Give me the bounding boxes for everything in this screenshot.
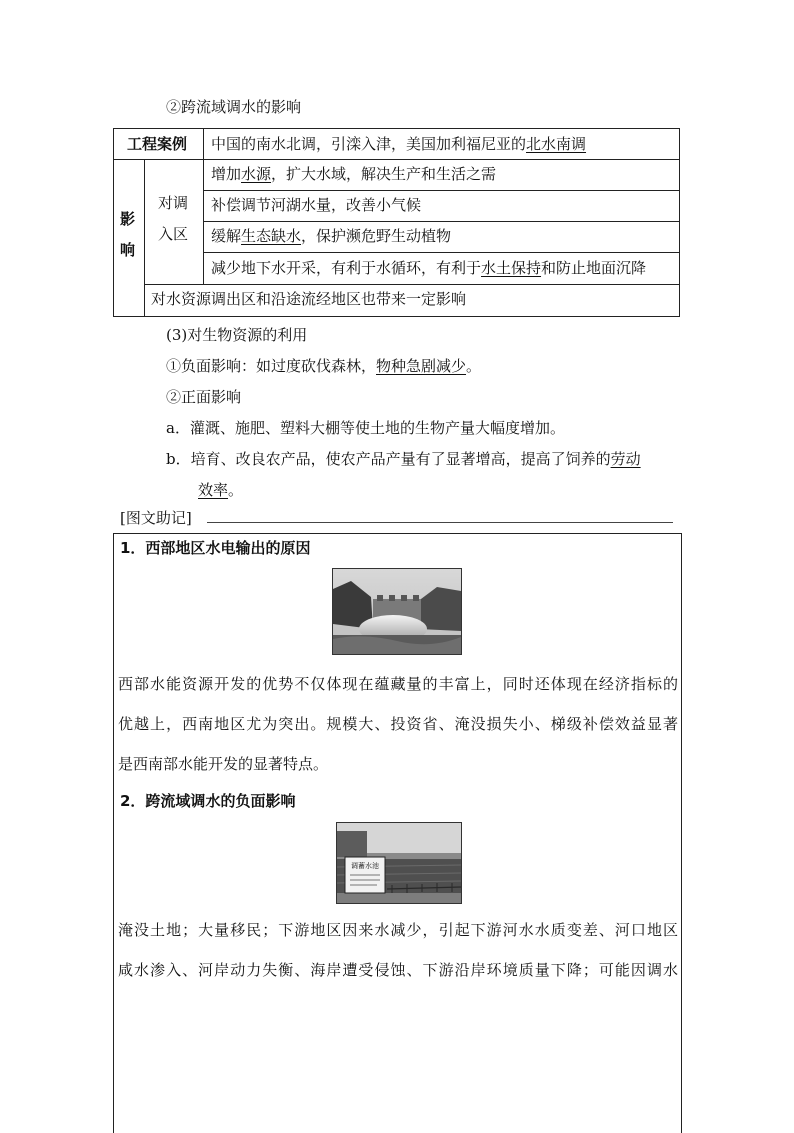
bio-item-b-line-1: b．培育、改良农产品，使农产品产量有了显著增高，提高了饲养的劳动 <box>166 450 641 468</box>
impact-row-1: 增加水源，扩大水域，解决生产和生活之需 <box>211 165 497 183</box>
memo-item-1-title: 1．西部地区水电输出的原因 <box>120 539 311 557</box>
inflow-label-2: 入区 <box>158 225 189 243</box>
dam-photo <box>332 568 462 655</box>
influence-label-2: 响 <box>120 241 136 259</box>
section-heading: ②跨流域调水的影响 <box>166 98 302 116</box>
impact-row-4: 减少地下水开采，有利于水循环，有利于水土保持和防止地面沉降 <box>211 259 647 277</box>
case-label: 工程案例 <box>127 135 188 153</box>
reservoir-sign-text: 调蓄水池 <box>351 862 379 870</box>
memo-item-2-line-1: 淹没土地；大量移民；下游地区因来水减少，引起下游河水水质变差、河口地区 <box>118 921 678 939</box>
impact-row-3: 缓解生态缺水，保护濒危野生动植物 <box>211 227 452 245</box>
bio-positive-title: ②正面影响 <box>166 388 242 406</box>
memo-item-1-line-3: 是西南部水能开发的显著特点。 <box>118 755 329 773</box>
memo-item-2-line-2: 咸水渗入、河岸动力失衡、海岸遭受侵蚀、下游沿岸环境质量下降；可能因调水 <box>118 961 678 979</box>
bio-negative: ①负面影响：如过度砍伐森林，物种急剧减少。 <box>166 357 482 375</box>
bio-item-b-line-2: 效率。 <box>198 481 244 499</box>
impact-row-5: 对水资源调出区和沿途流经地区也带来一定影响 <box>151 290 467 308</box>
memo-item-1-line-2: 优越上，西南地区尤为突出。规模大、投资省、淹没损失小、梯级补偿效益显著 <box>118 715 678 733</box>
impact-table <box>113 128 680 317</box>
reservoir-photo <box>336 822 462 904</box>
bio-title: (3)对生物资源的利用 <box>166 326 308 344</box>
case-text: 中国的南水北调，引滦入津，美国加利福尼亚的北水南调 <box>211 135 587 153</box>
memo-item-1-line-1: 西部水能资源开发的优势不仅体现在蕴藏量的丰富上，同时还体现在经济指标的 <box>118 675 678 693</box>
memo-item-2-title: 2．跨流域调水的负面影响 <box>120 792 296 810</box>
memo-heading: [图文助记] <box>120 509 192 527</box>
memo-heading-rule <box>207 522 673 523</box>
influence-label-1: 影 <box>120 210 136 228</box>
impact-row-2: 补偿调节河湖水量，改善小气候 <box>211 196 422 214</box>
inflow-label-1: 对调 <box>158 194 189 212</box>
bio-item-a: a．灌溉、施肥、塑料大棚等使土地的生物产量大幅度增加。 <box>166 419 565 437</box>
